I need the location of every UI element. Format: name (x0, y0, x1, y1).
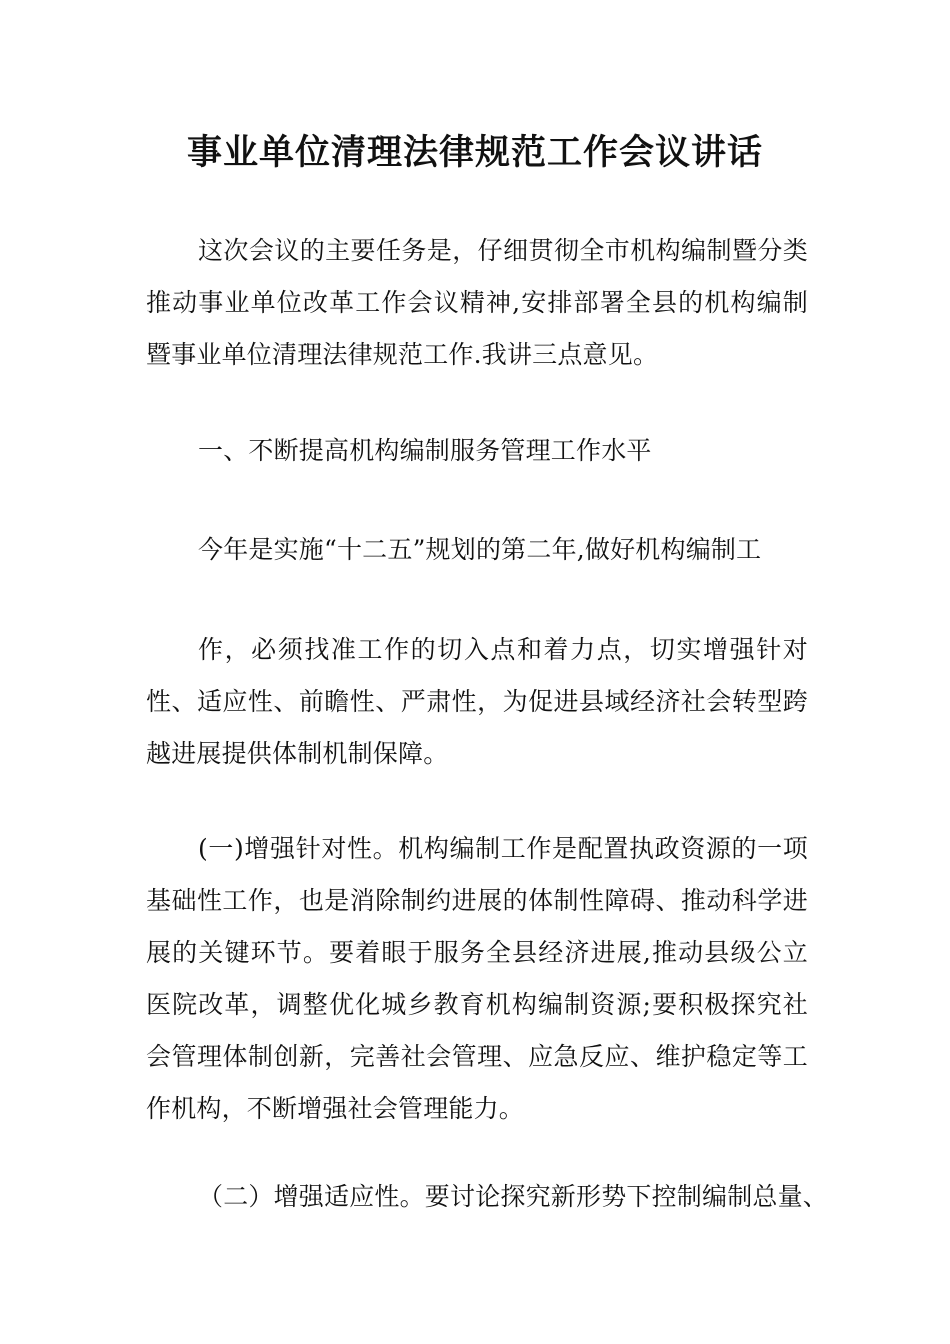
paragraph-point-2: （二）增强适应性。要讨论探究新形势下控制编制总量、 (198, 1182, 829, 1211)
paragraph-point-1: (一)增强针对性。机构编制工作是配置执政资源的一项基础性工作，也是消除制约进展的体制性障碍、推动科学进展的关键环节。要着眼于服务全县经济进展,推动县级公立医院改革，调整优化城乡教育机构编制资源;要积极探究社会管理体制创新，完善社会管理、应急反应、维护稳定等工作机构，不断增强社会管理能力。 (146, 834, 808, 1123)
section-heading-1: 一、不断提高机构编制服务管理工作水平 (198, 436, 652, 465)
document-title: 事业单位清理法律规范工作会议讲话 (186, 132, 763, 173)
paragraph-context-continued: 作，必须找准工作的切入点和着力点，切实增强针对性、适应性、前瞻性、严肃性，为促进县域经济社会转型跨越进展提供体制机制保障。 (146, 635, 808, 768)
paragraph-context: 今年是实施“十二五”规划的第二年,做好机构编制工 (198, 535, 762, 564)
paragraph-intro: 这次会议的主要任务是，仔细贯彻全市机构编制暨分类推动事业单位改革工作会议精神,安排部署全县的机构编制暨事业单位清理法律规范工作.我讲三点意见。 (146, 236, 808, 369)
